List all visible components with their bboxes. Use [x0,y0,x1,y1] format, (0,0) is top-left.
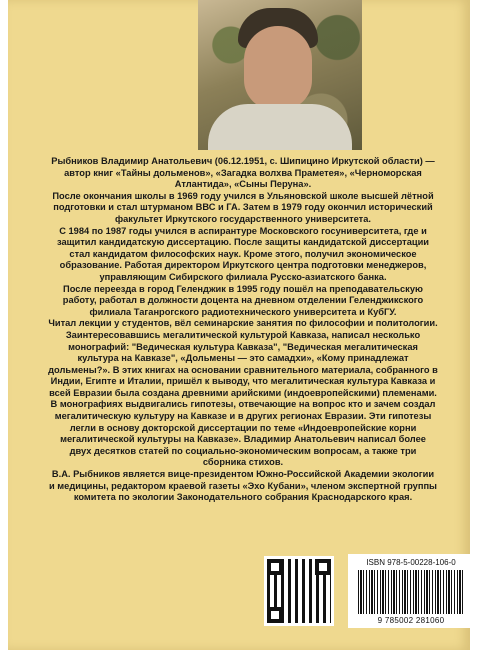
barcode-digits: 9 785002 281060 [377,616,445,625]
author-bio [48,156,438,504]
bio-paragraph-1: Рыбников Владимир Анатольевич (06.12.1951, с. Шипицино Иркутской области) — автор книг «Тайны дольменов», «Загадка волхва Праметея», «Черноморская Атлантида», «Сыны Перуна». [51,156,435,190]
isbn-barcode [348,554,474,628]
author-photo [198,0,362,150]
photo-face [244,26,312,110]
bio-paragraph-5: Читал лекции у студентов, вёл семинарские занятия по философии и политологии. Заинтересовавшись мегалитической культурой Кавказа, написал несколько монографий: "Ведическая культура Кавказа", "Ведическая мегалитическая культура на Кавказе", «Дольмены — это самадхи», «Кому принадлежат дольмены?». В этих книгах на основании сравнительного материала, собранного в Индии, Египте и Италии, пришёл к выводу, что мегалитическая культура Кавказа и всей Евразии была создана древними арийскими (индоевропейскими) племенами. [48,318,438,398]
bio-paragraph-4: После переезда в город Геленджик в 1995 году пошёл на преподавательскую работу, работал в должности доцента на дневном отделении Геленджикского филиала Таганрогского радиотехнического университета и КубГУ. [62,283,424,317]
qr-finder-top-left [267,559,283,575]
bio-paragraph-2: После окончания школы в 1969 году учился в Ульяновской школе высшей лётной подготовки и стал штурманом ВВС и ГА. Затем в 1979 году окончил исторический факультет Иркутского государственного университета. [52,190,434,224]
isbn-label: ISBN 978-5-00228-106-0 [366,558,456,567]
qr-finder-bottom-left [267,607,283,623]
barcode-bars [358,570,464,614]
bio-paragraph-6: В монографиях выдвигались гипотезы, отвечающие на вопрос кто и зачем создал мегалитическую культуру на Кавказе и в других регионах Евразии. Эти гипотезы легли в основу докторской диссертации по теме «Индоевропейские корни мегалитической культуры на Кавказе». Владимир Анатольевич написал более двух десятков статей по социально-экономическим вопросам, а также три сборника стихов. [50,399,436,468]
bio-paragraph-3: С 1984 по 1987 годы учился в аспирантуре Московского госуниверситета, где и защитил кандидатскую диссертацию. После защиты кандидатской диссертации стал кандидатом философских наук. Кроме этого, получил экономическое образование. Работая директором Иркутского центра подготовки менеджеров, управляющим Сибирского филиала Русско-азиатского банка. [56,225,430,282]
qr-code [264,556,334,626]
photo-shirt [208,104,352,150]
book-back-cover [8,0,470,650]
bio-paragraph-7: В.А. Рыбников является вице-президентом Южно-Российской Академии экологии и медицины, редактором краевой газеты «Эхо Кубани», членом экспертной группы комитета по экологии Законодательного собрания Краснодарского края. [49,469,437,503]
qr-finder-top-right [315,559,331,575]
cover-bottom [16,548,478,638]
